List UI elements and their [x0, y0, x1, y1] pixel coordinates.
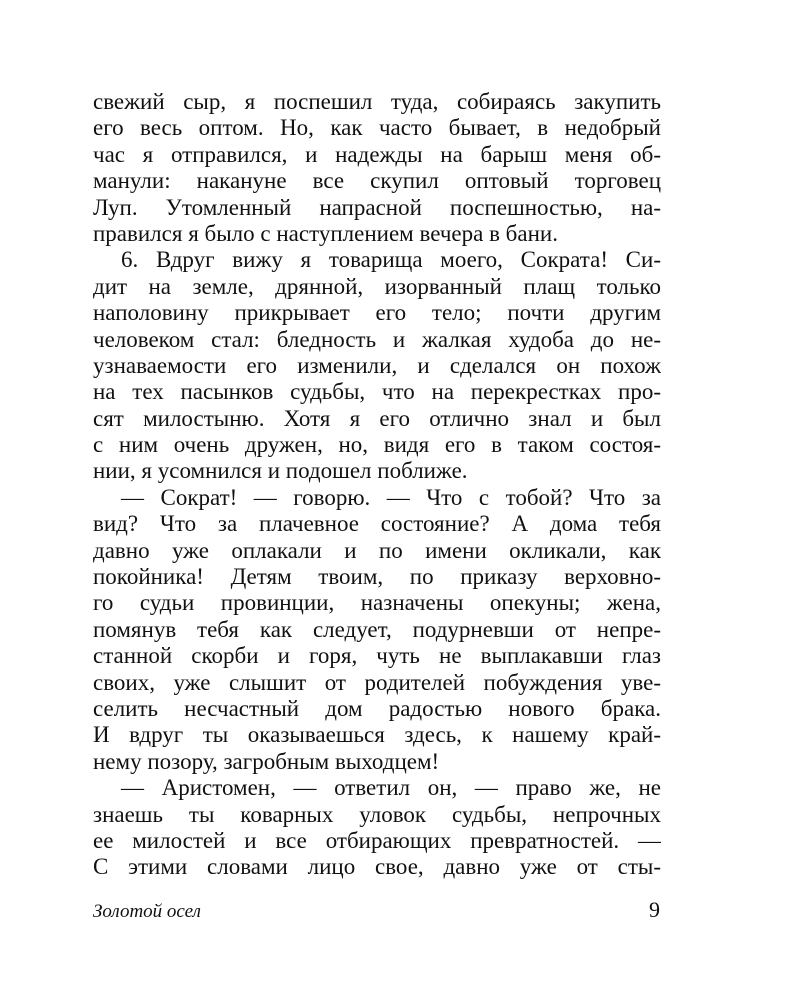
text-line: час я отправился, и надежды на барыш меня об-: [93, 141, 661, 167]
text-line: его весь оптом. Но, как часто бывает, в недобрый: [93, 115, 661, 141]
text-line: узнаваемости его изменили, и сделался он похож: [93, 352, 661, 378]
text-line: ее милостей и все отбирающих превратностей. —: [93, 827, 661, 853]
text-line: покойника! Детям твоим, по приказу верховно-: [93, 564, 661, 590]
text-line: С этими словами лицо свое, давно уже от сты-: [93, 854, 661, 880]
text-line: сят милостыню. Хотя я его отлично знал и был: [93, 405, 661, 431]
text-line: — Аристомен, — ответил он, — право же, не: [121, 775, 661, 801]
text-line: на тех пасынков судьбы, что на перекрестках про-: [93, 379, 661, 405]
text-line: нему позору, загробным выходцем!: [93, 748, 440, 774]
text-line: нии, я усомнился и подошел поближе.: [93, 458, 468, 484]
text-line: вид? Что за плачевное состояние? А дома тебя: [93, 511, 661, 537]
text-line: 6. Вдруг вижу я товарища моего, Сократа! Си-: [121, 247, 661, 273]
text-line: человеком стал: бледность и жалкая худоба до не-: [93, 326, 661, 352]
page-body-text: [93, 89, 661, 881]
text-line: правился я было с наступлением вечера в бани.: [93, 220, 558, 246]
running-footer-title: Золотой осел: [93, 901, 201, 922]
text-line: знаешь ты коварных уловок судьбы, непрочных: [93, 801, 661, 827]
text-line: манули: накануне все скупил оптовый торговец: [93, 168, 661, 194]
text-line: с ним очень дружен, но, видя его в таком состоя-: [93, 432, 661, 458]
text-line: селить несчастный дом радостью нового брака.: [93, 695, 661, 721]
text-line: Луп. Утомленный напрасной поспешностью, на-: [93, 194, 661, 220]
text-line: давно уже оплакали и по имени окликали, как: [93, 537, 661, 563]
page-number: 9: [649, 897, 660, 922]
text-line: наполовину прикрывает его тело; почти другим: [93, 300, 661, 326]
text-line: дит на земле, дрянной, изорванный плащ только: [93, 273, 661, 299]
text-line: помянув тебя как следует, подурневши от непре-: [93, 616, 661, 642]
text-line: свежий сыр, я поспешил туда, собираясь закупить: [93, 89, 661, 114]
text-line: — Сократ! — говорю. — Что с тобой? Что за: [121, 484, 661, 510]
text-line: своих, уже слышит от родителей побуждения уве-: [93, 669, 661, 695]
text-line: го судьи провинции, назначены опекуны; жена,: [93, 590, 661, 616]
text-line: И вдруг ты оказываешься здесь, к нашему край-: [93, 722, 661, 748]
text-line: станной скорби и горя, чуть не выплакавши глаз: [93, 643, 661, 669]
